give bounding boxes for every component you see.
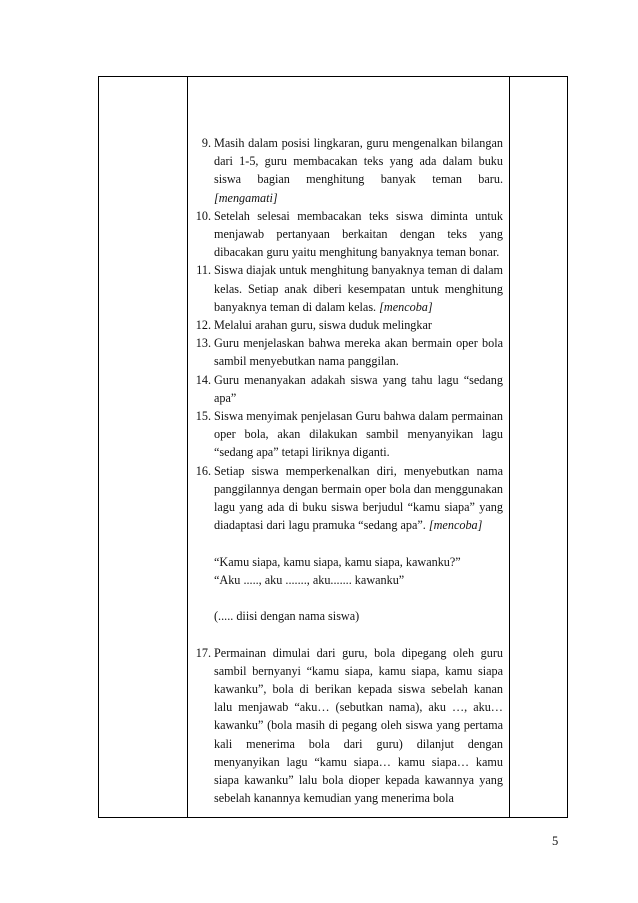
list-item bbox=[195, 371, 503, 407]
item-number: 15. bbox=[195, 409, 211, 424]
list-item bbox=[195, 134, 503, 207]
item-number: 13. bbox=[195, 336, 211, 351]
item-tag: [mengamati] bbox=[214, 190, 278, 205]
activity-steps bbox=[195, 134, 503, 807]
item-text: Siswa diajak untuk menghitung banyaknya teman di dalam kelas. Setiap anak diberi kesempatan untuk menghitung banyaknya teman di dalam kelas. bbox=[214, 263, 503, 314]
list-item bbox=[195, 644, 503, 808]
item-number: 16. bbox=[195, 463, 211, 478]
list-item bbox=[195, 261, 503, 316]
list-item bbox=[195, 462, 503, 535]
item-tag: [mencoba] bbox=[428, 518, 483, 533]
activity-table bbox=[98, 76, 568, 818]
list-item bbox=[195, 334, 503, 370]
spacer bbox=[195, 589, 503, 607]
item-text: Guru menanyakan adakah siswa yang tahu lagu “sedang apa” bbox=[214, 372, 503, 405]
list-item bbox=[195, 407, 503, 462]
list-item bbox=[195, 207, 503, 262]
item-text: Guru menjelaskan bahwa mereka akan bermain oper bola sambil menyebutkan nama panggilan. bbox=[214, 336, 503, 369]
spacer bbox=[195, 534, 503, 552]
item-number: 17. bbox=[195, 645, 211, 660]
lyric-note: (..... diisi dengan nama siswa) bbox=[214, 609, 360, 624]
table-column-divider-left bbox=[187, 77, 188, 817]
song-lyric-line: “Kamu siapa, kamu siapa, kamu siapa, kawanku?” bbox=[214, 554, 461, 569]
item-text: Melalui arahan guru, siswa duduk melingkar bbox=[214, 318, 432, 333]
item-text: Masih dalam posisi lingkaran, guru mengenalkan bilangan dari 1-5, guru membacakan teks yang ada dalam buku siswa bagian menghitung banyak teman baru. bbox=[214, 136, 503, 187]
page-number: 5 bbox=[552, 834, 559, 848]
item-text: Setelah selesai membacakan teks siswa diminta untuk menjawab pertanyaan berkaitan dengan teks yang dibacakan guru yaitu menghitung banyaknya teman bonar. bbox=[214, 208, 503, 260]
item-text: Siswa menyimak penjelasan Guru bahwa dalam permainan oper bola, akan dilakukan sambil menyanyikan lagu “sedang apa” tetapi liriknya diganti. bbox=[214, 409, 503, 460]
item-number: 10. bbox=[195, 208, 211, 223]
song-lyric-line: “Aku ....., aku ......., aku....... kawanku” bbox=[214, 572, 405, 587]
table-column-divider-right bbox=[509, 77, 510, 817]
item-number: 9. bbox=[201, 136, 211, 150]
item-number: 12. bbox=[195, 318, 211, 333]
spacer bbox=[195, 625, 503, 643]
item-number: 11. bbox=[196, 263, 211, 278]
item-text: Permainan dimulai dari guru, bola dipegang oleh guru sambil bernyanyi “kamu siapa, kamu siapa, kamu siapa kawanku”, bola di berikan kepada siswa sebelah kanan lalu menjawab “aku… (sebutkan nama), aku …, aku… kawanku” (bola masih di pegang oleh siswa yang pertama kali menerima bola dari guru) dilanjut dengan menyanyikan lagu “kamu siapa… kamu siapa… kamu siapa kawanku” lalu bola dioper kepada kawannya yang sebelah kanannya kemudian yang menerima bola bbox=[214, 645, 503, 806]
list-item bbox=[195, 316, 503, 334]
item-tag: [mencoba] bbox=[379, 299, 433, 314]
item-number: 14. bbox=[195, 372, 211, 387]
item-text: Setiap siswa memperkenalkan diri, menyebutkan nama panggilannya dengan bermain oper bola dan menggunakan lagu yang ada di buku siswa berjudul “kamu siapa” yang diadaptasi dari lagu pramuka “sedang apa”. bbox=[214, 463, 503, 533]
